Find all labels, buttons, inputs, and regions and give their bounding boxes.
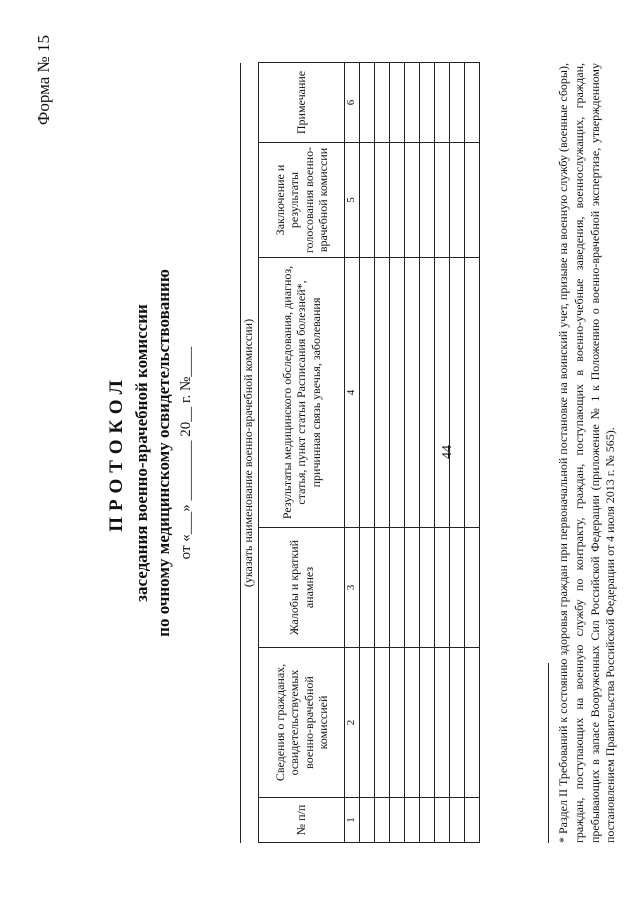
table-row	[465, 62, 480, 842]
table-cell	[360, 527, 375, 647]
table-cell	[450, 527, 465, 647]
rotated-page	[20, 23, 620, 883]
table-cell	[450, 142, 465, 257]
table-cell	[360, 142, 375, 257]
column-header-note: Примечание	[259, 62, 345, 142]
table-cell	[465, 142, 480, 257]
table-cell	[390, 797, 405, 842]
table-row	[405, 62, 420, 842]
table-cell	[360, 257, 375, 527]
table-cell	[405, 62, 420, 142]
table-row	[435, 62, 450, 842]
title-line-1: заседания военно-врачебной комиссии	[132, 303, 151, 602]
table-cell	[450, 797, 465, 842]
form-number: Форма № 15	[34, 34, 53, 125]
table-row	[375, 62, 390, 842]
table-cell	[360, 62, 375, 142]
table-cell	[450, 257, 465, 527]
protocol-table	[258, 62, 480, 843]
table-cell	[405, 142, 420, 257]
date-number-line: от «___» ________ 20__ г. №____	[178, 346, 194, 559]
table-cell	[435, 62, 450, 142]
column-header-conclusion: Заключение и результаты голосования военно-врачебной комиссии	[259, 142, 345, 257]
table-cell	[375, 62, 390, 142]
table-cell	[375, 797, 390, 842]
table-row	[360, 62, 375, 842]
table-cell	[405, 797, 420, 842]
table-cell	[435, 797, 450, 842]
column-header-citizen-info: Сведения о гражданах, освидетельствуемых военно-врачебной комиссией	[259, 647, 345, 797]
table-header-row	[259, 62, 345, 842]
table-cell	[360, 797, 375, 842]
table-cell	[420, 62, 435, 142]
table-cell	[405, 257, 420, 527]
table-cell	[450, 62, 465, 142]
table-cell	[405, 527, 420, 647]
column-number: 2	[345, 647, 360, 797]
table-cell	[420, 797, 435, 842]
footnote-rule	[548, 663, 549, 843]
table-row	[450, 62, 465, 842]
table-cell	[375, 142, 390, 257]
column-number: 6	[345, 62, 360, 142]
table-cell	[405, 647, 420, 797]
table-cell	[465, 647, 480, 797]
column-number: 4	[345, 257, 360, 527]
table-cell	[465, 527, 480, 647]
table-cell	[390, 257, 405, 527]
column-number: 3	[345, 527, 360, 647]
table-cell	[420, 647, 435, 797]
table-cell	[375, 257, 390, 527]
footnote: * Раздел II Требований к состоянию здоровья граждан при первоначальной постановке на воинский учет, призыве на военную службу (военные сборы), граждан, поступающих на военную службу по контракту, граждан, поступающих в военно-учебные заведения, военнослужащих, граждан, пребывающих в запасе Вооруженных Сил Российской Федерации (приложение № 1 к Положению о военно-врачебной экспертизе, утвержденному постановлением Правительства Российской Федерации от 4 июля 2013 г. № 565).	[556, 62, 618, 843]
table-cell	[390, 62, 405, 142]
table-cell	[420, 142, 435, 257]
commission-name-caption: (указать наименование военно-врачебной комиссии)	[241, 318, 255, 587]
column-numbers-row	[345, 62, 360, 842]
table-cell	[390, 142, 405, 257]
column-header-exam-results: Результаты медицинского обследования, диагноз, статья, пункт статьи Расписания болезней*, причинная связь увечья, заболевания	[259, 257, 345, 527]
page-number: 44	[440, 445, 455, 459]
table-cell	[435, 257, 450, 527]
column-number: 1	[345, 797, 360, 842]
table-cell	[465, 797, 480, 842]
table-cell	[465, 257, 480, 527]
form-sheet	[20, 23, 620, 883]
table-cell	[420, 527, 435, 647]
column-number: 5	[345, 142, 360, 257]
table-cell	[435, 527, 450, 647]
table-cell	[465, 62, 480, 142]
table-cell	[450, 647, 465, 797]
table-cell	[360, 647, 375, 797]
table-cell	[435, 142, 450, 257]
table-cell	[375, 527, 390, 647]
title-line-2: по очному медицинскому освидетельствованию	[154, 268, 173, 637]
protocol-title: ПРОТОКОЛ	[106, 373, 127, 532]
column-header-complaints: Жалобы и краткий анамнез	[259, 527, 345, 647]
table-cell	[390, 527, 405, 647]
column-header-number: № п/п	[259, 797, 345, 842]
table-cell	[420, 257, 435, 527]
table-cell	[375, 647, 390, 797]
table-cell	[435, 647, 450, 797]
table-row	[420, 62, 435, 842]
table-row	[390, 62, 405, 842]
table-cell	[390, 647, 405, 797]
